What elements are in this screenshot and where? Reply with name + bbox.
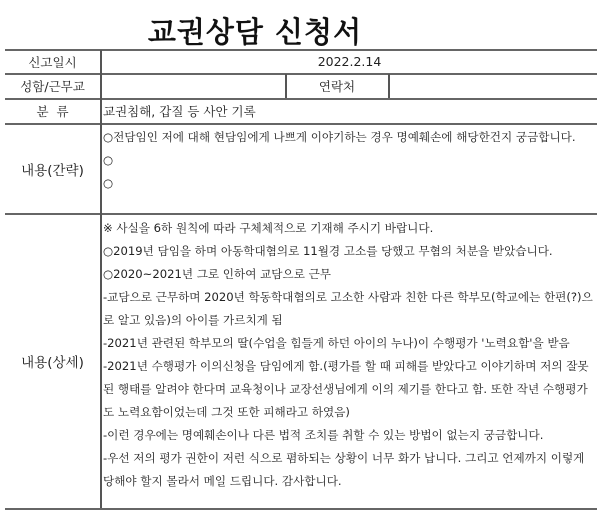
detail-label: 내용(상세) bbox=[21, 355, 84, 371]
detail-line: -2021년 수행평가 이의신청을 담임에게 함.(평가를 할 때 피해를 받았다고 이야기하며 저의 잘못된 행태를 알려야 한다며 교육청이나 교장선생님에게 이의 제기를 한다고 함. 또한 작년 수행평가도 노력요함이었는데 그것 또한 피해라고 하였음) bbox=[103, 359, 589, 419]
contact-label: 연락처 bbox=[318, 79, 356, 94]
detail-line: -우선 저의 평가 권한이 저런 식으로 폄하되는 상황이 너무 화가 납니다. 그리고 언제까지 이렇게 당해야 할지 몰라서 메일 드립니다. 감사합니다. bbox=[103, 451, 585, 488]
detail-line: ○2019년 담임을 하며 아동학대혐의로 11월경 고소를 당했고 무혐의 처분을 받았습니다. bbox=[103, 244, 553, 258]
report-date-label: 신고일시 bbox=[28, 54, 77, 70]
brief-label: 내용(간략) bbox=[21, 162, 84, 179]
detail-line: ○2020~2021년 그로 인하여 교담으로 근무 bbox=[103, 267, 331, 281]
table-bottom-border bbox=[5, 508, 597, 510]
brief-line: ○ bbox=[103, 176, 114, 190]
name-school-label: 성함/근무교 bbox=[20, 79, 85, 94]
detail-content bbox=[103, 217, 595, 493]
detail-line: -이런 경우에는 명예훼손이나 다른 법적 조치를 취할 수 있는 방법이 없는지 궁금합니다. bbox=[103, 428, 544, 442]
contact-field[interactable] bbox=[390, 74, 595, 98]
name-school-field[interactable] bbox=[102, 74, 284, 98]
report-date-value[interactable]: 2022.2.14 bbox=[317, 54, 382, 69]
form-title: 교권상담 신청서 bbox=[147, 15, 363, 49]
brief-line: ○ bbox=[103, 153, 114, 167]
column-divider bbox=[100, 50, 102, 508]
detail-line: -교담으로 근무하며 2020년 학동학대혐의로 고소한 사람과 친한 다른 학부모(학교에는 한편(?)으로 알고 있음)의 아이를 가르치게 됨 bbox=[103, 290, 593, 327]
category-label: 분 류 bbox=[36, 104, 69, 119]
detail-line: -2021년 관련된 학부모의 딸(수업을 힘들게 하던 아이의 누나)이 수행평가 '노력요함'을 받음 bbox=[103, 336, 570, 350]
brief-content bbox=[103, 126, 595, 195]
brief-line: ○전담임인 저에 대해 현담임에게 나쁘게 이야기하는 경우 명예훼손에 해당한건지 궁금합니다. bbox=[103, 130, 576, 144]
detail-line: ※ 사실을 6하 원칙에 따라 구체체적으로 기재해 주시기 바랍니다. bbox=[103, 221, 434, 235]
category-value: 교권침해, 갑질 등 사안 기록 bbox=[103, 104, 256, 119]
